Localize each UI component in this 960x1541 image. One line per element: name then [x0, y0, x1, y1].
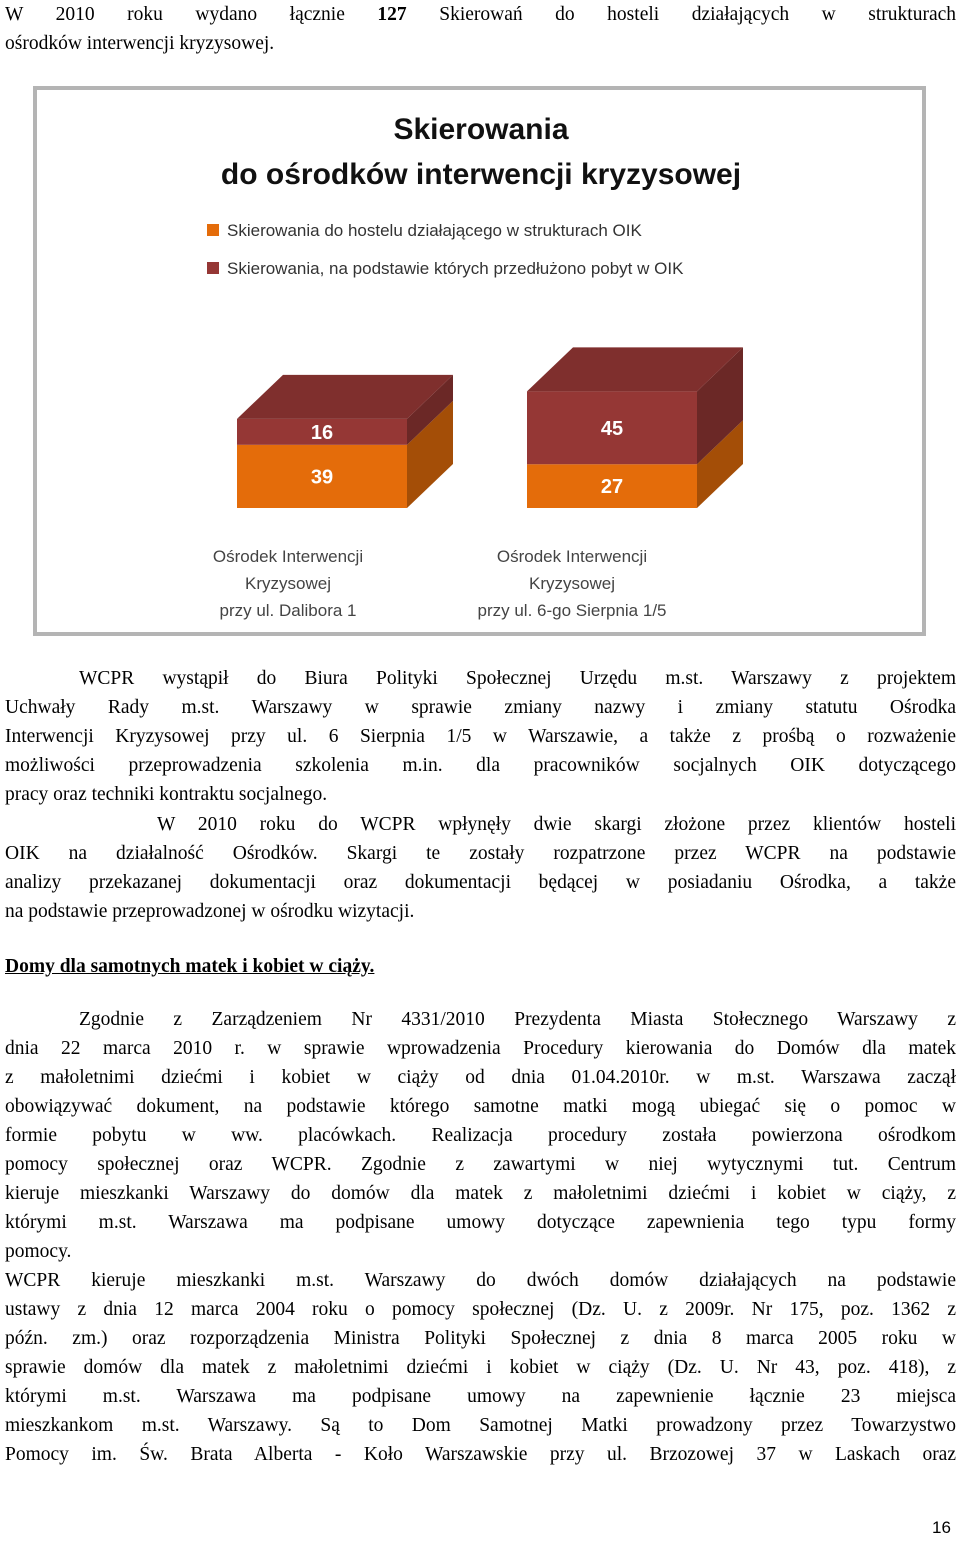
text-line: dnia 22 marca 2010 r. w sprawie wprowadzenia Procedury kierowania do Domów dla matek [5, 1038, 956, 1059]
category-label: Kryzysowej [529, 574, 615, 593]
data-label: 27 [600, 476, 624, 499]
text-line: Uchwały Rady m.st. Warszawy w sprawie zmiany nazwy i zmiany statutu Ośrodka [5, 697, 956, 718]
text-line: Interwencji Kryzysowej przy ul. 6 Sierpnia 1/5 w Warszawie, a także z prośbą o rozważenie [5, 726, 956, 747]
text-line: kieruje mieszkanki Warszawy do domów dla matek z małoletnimi dziećmi i kobiet w ciąży, z [5, 1183, 956, 1204]
text-line: obowiązywać dokument, na podstawie którego samotne matki mogą ubiegać się o pomoc w [5, 1096, 956, 1117]
text-line: pomocy. [5, 1241, 72, 1262]
text-line: sprawie domów dla matek z małoletnimi dziećmi i kobiet w ciąży (Dz. U. Nr 43, poz. 418), z [5, 1357, 956, 1378]
page-number: 16 [932, 1518, 951, 1537]
chart-frame [33, 86, 926, 636]
chart-title: Skierowania [393, 113, 569, 146]
text-line: ustawy z dnia 12 marca 2004 roku o pomocy społecznej (Dz. U. z 2009r. Nr 175, poz. 1362 z [5, 1299, 956, 1320]
intro-line-1 [5, 0, 956, 29]
chart-subtitle: do ośrodków interwencji kryzysowej [220, 158, 742, 191]
referrals-chart [37, 90, 922, 632]
text-line: pracy oraz techniki kontraktu socjalnego. [5, 784, 328, 805]
category-label: Ośrodek Interwencji [496, 547, 648, 566]
category-label: Ośrodek Interwencji [212, 547, 364, 566]
category-labels [213, 547, 667, 620]
section-heading: Domy dla samotnych matek i kobiet w ciąży. [5, 956, 375, 977]
text-line: Zgodnie z Zarządzeniem Nr 4331/2010 Prezydenta Miasta Stołecznego Warszawy z [79, 1009, 956, 1030]
intro-text-c: Skierowań do hosteli działających w strukturach [439, 4, 957, 25]
intro-line-2: ośrodków interwencji kryzysowej. [5, 33, 275, 54]
legend-label: Skierowania do hostelu działającego w strukturach OIK [227, 221, 642, 240]
text-line: analizy przekazanej dokumentacji oraz dokumentacji będącej w posiadaniu Ośrodka, a także [5, 872, 956, 893]
text-line: na podstawie przeprowadzonej w ośrodku wizytacji. [5, 901, 415, 922]
referral-count: 127 [377, 4, 407, 25]
legend-label: Skierowania, na podstawie których przedłużono pobyt w OIK [227, 259, 684, 278]
text-line: z małoletnimi dziećmi i kobiet w ciąży od dnia 01.04.2010r. w m.st. Warszawa zaczął [5, 1067, 956, 1088]
text-line: OIK na działalność Ośrodków. Skargi te zostały rozpatrzone przez WCPR na podstawie [5, 843, 956, 864]
data-label: 45 [600, 417, 624, 440]
category-label: przy ul. Dalibora 1 [219, 601, 357, 620]
chart-legend [207, 221, 684, 278]
bar-segment [527, 347, 743, 464]
legend-swatch [207, 224, 219, 236]
category-label: Kryzysowej [245, 574, 331, 593]
text-line: pomocy społecznej oraz WCPR. Zgodnie z zawartymi w niej wytycznymi tut. Centrum [5, 1154, 956, 1175]
text-line: którymi m.st. Warszawa ma podpisane umowy dotyczące zapewnienia tego typu formy [5, 1212, 956, 1233]
text-line: późn. zm.) oraz rozporządzenia Ministra Polityki Społecznej z dnia 8 marca 2005 roku w [5, 1328, 956, 1349]
text-line: WCPR kieruje mieszkanki m.st. Warszawy do dwóch domów działających na podstawie [5, 1270, 956, 1291]
text-line: możliwości przeprowadzenia szkolenia m.in. dla pracowników socjalnych OIK dotyczącego [5, 755, 956, 776]
text-line: formie pobytu w ww. placówkach. Realizacja procedury została powierzona ośrodkom [5, 1125, 956, 1146]
category-label: przy ul. 6-go Sierpnia 1/5 [477, 601, 667, 620]
text-line: W 2010 roku do WCPR wpłynęły dwie skargi złożone przez klientów hosteli [157, 814, 956, 835]
data-label: 39 [310, 466, 334, 489]
legend-swatch [207, 262, 219, 274]
data-label: 16 [310, 421, 334, 444]
text-line: WCPR wystąpił do Biura Polityki Społecznej Urzędu m.st. Warszawy z projektem [79, 668, 956, 689]
text-line: mieszkankom m.st. Warszawy. Są to Dom Samotnej Matki prowadzony przez Towarzystwo [5, 1415, 956, 1436]
chart-bars [237, 347, 743, 508]
intro-text-a: W 2010 roku wydano łącznie [5, 4, 345, 25]
text-line: Pomocy im. Św. Brata Alberta - Koło Warszawskie przy ul. Brzozowej 37 w Laskach oraz [5, 1444, 956, 1465]
text-line: którymi m.st. Warszawa ma podpisane umowy na zapewnienie łącznie 23 miejsca [5, 1386, 956, 1407]
